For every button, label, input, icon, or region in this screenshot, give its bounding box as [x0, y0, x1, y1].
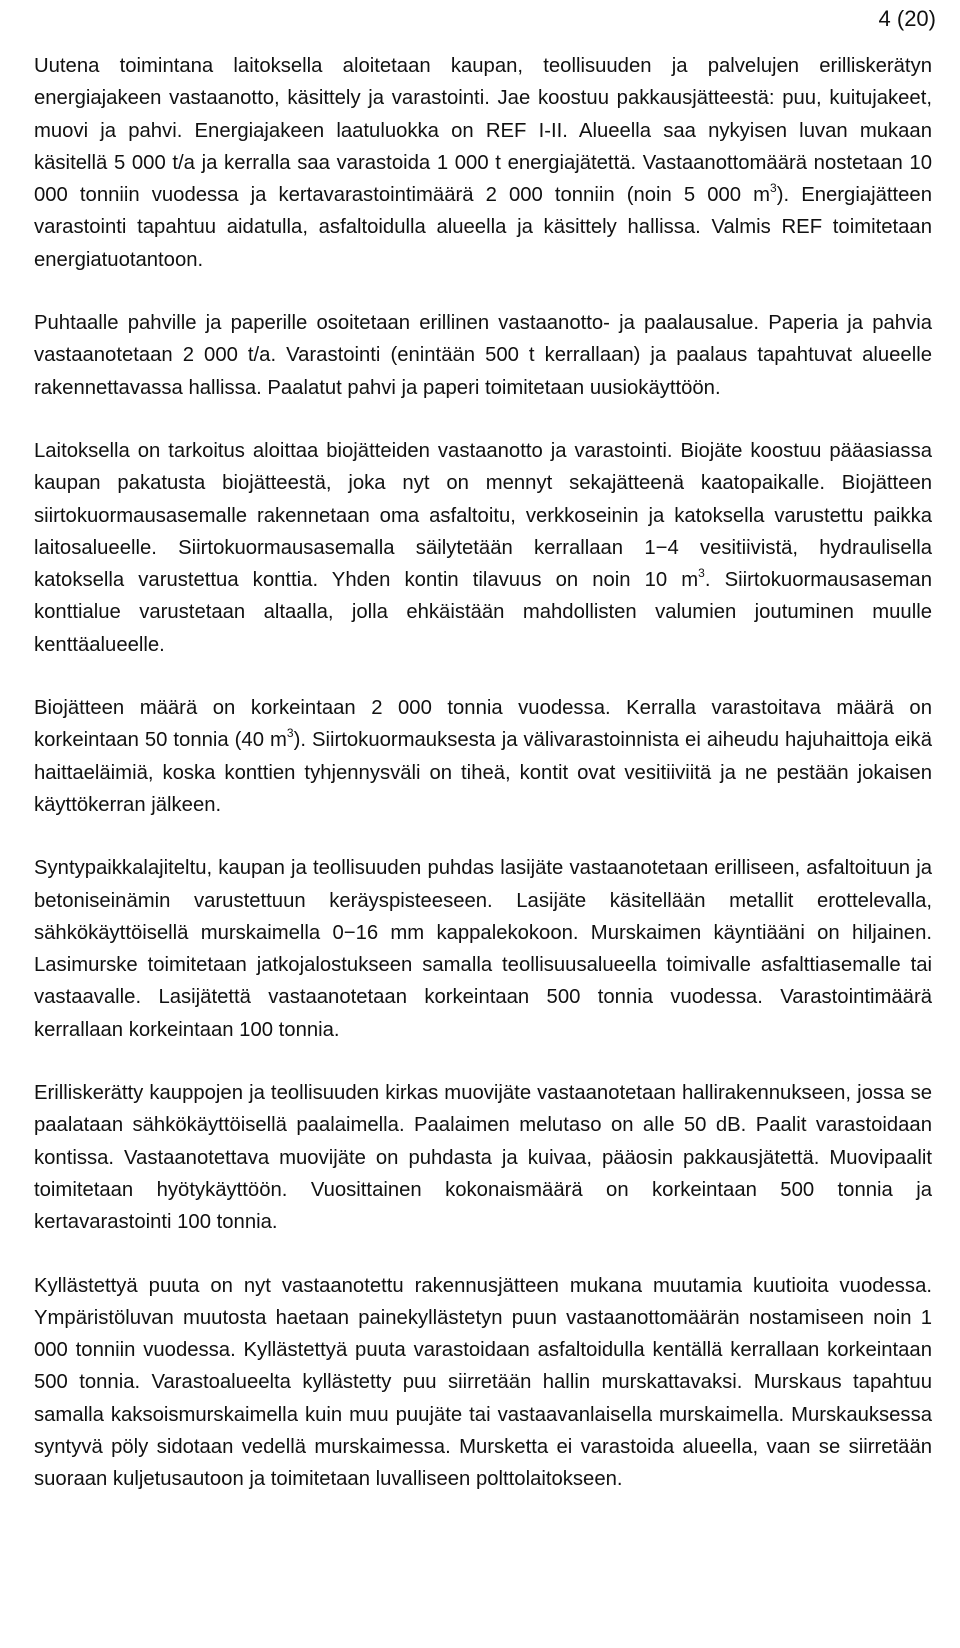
text-segment: Laitoksella on tarkoitus aloittaa biojätteiden vastaanotto ja varastointi. Biojäte koostuu pääasiassa kaupan pakatusta biojätteestä, joka nyt on mennyt sekajätteenä kaatopaikalle. Biojätteen siirtokuormausasemalle rakennetaan oma asfaltoitu, verkkoseinin ja katoksella varustettu paikka laitosalueelle. Siirtokuormausasemalla säilytetään kerrallaan 1−4 vesitiivistä, hydraulisella katoksella varustettua konttia. Yhden kontin tilavuus on noin 10 m [34, 439, 932, 592]
superscript: 3 [770, 181, 777, 196]
paragraph-biowaste-amount [34, 692, 932, 821]
paragraph-energy-fraction [34, 50, 932, 276]
text-segment: Puhtaalle pahville ja paperille osoitetaan erillinen vastaanotto- ja paalausalue. Paperia ja pahvia vastaanotetaan 2 000 t/a. Varastointi (enintään 500 t kerrallaan) ja paalaus tapahtuvat alueelle rakennettavassa hallissa. Paalatut pahvi ja paperi toimitetaan uusiokäyttöön. [34, 312, 932, 399]
text-segment: ). Energiajätteen varastointi tapahtuu aidatulla, asfaltoidulla alueella ja käsittely hallissa. Valmis REF toimitetaan energiatuotantoon. [34, 184, 932, 271]
paragraph-cardboard-paper [34, 307, 932, 404]
page-number: 4 (20) [878, 6, 936, 31]
paragraph-treated-wood [34, 1270, 932, 1496]
text-segment: Kyllästettyä puuta on nyt vastaanotettu rakennusjätteen mukana muutamia kuutioita vuodessa. Ympäristöluvan muutosta haetaan painekyllästetyn puun vastaanottomäärän nostamiseen noin 1 000 tonniin vuodessa. Kyllästettyä puuta varastoidaan asfaltoidulla kentällä kerrallaan korkeintaan 500 tonnia. Varastoalueelta kyllästetty puu siirretään hallin murskattavaksi. Murskaus tapahtuu samalla kaksoismurskaimella kuin muu puujäte tai vastaavanlaisella murskaimella. Murskauksessa syntyvä pöly sidotaan vedellä murskaimessa. Mursketta ei varastoida alueella, vaan se siirretään suoraan kuljetusautoon ja toimitetaan luvalliseen polttolaitokseen. [34, 1274, 932, 1491]
paragraph-plastic-waste [34, 1077, 932, 1238]
text-segment: Biojätteen määrä on korkeintaan 2 000 tonnia vuodessa. Kerralla varastoitava määrä on korkeintaan 50 tonnia (40 m [34, 697, 932, 752]
text-segment: . Siirtokuormausaseman konttialue varustetaan altaalla, jolla ehkäistään mahdollisten valumien joutuminen muulle kenttäalueelle. [34, 569, 932, 656]
document-body [34, 50, 932, 1496]
paragraph-glass-waste [34, 852, 932, 1046]
superscript: 3 [698, 566, 705, 581]
text-segment: Syntypaikkalajiteltu, kaupan ja teollisuuden puhdas lasijäte vastaanotetaan erilliseen, asfaltoituun ja betoniseinämin varustettuun keräyspisteeseen. Lasijäte käsitellään metallit erottelevalla, sähkökäyttöisellä murskaimella 0−16 mm kappalekokoon. Murskaimen käyntiääni on hiljainen. Lasimurske toimitetaan jatkojalostukseen samalla teollisuusalueella toimivalle asfalttiasemalle tai vastaavalle. Lasijätettä vastaanotetaan korkeintaan 500 tonnia vuodessa. Varastointimäärä kerrallaan korkeintaan 100 tonnia. [34, 857, 932, 1041]
superscript: 3 [286, 726, 294, 741]
text-segment: Erilliskerätty kauppojen ja teollisuuden kirkas muovijäte vastaanotetaan hallirakennukseen, jossa se paalataan sähkökäyttöisellä paalaimella. Paalaimen melutaso on alle 50 dB. Paalit varastoidaan kontissa. Vastaanotettava muovijäte on puhdasta ja kuivaa, pääosin pakkausjätettä. Muovipaalit toimitetaan hyötykäyttöön. Vuosittainen kokonaismäärä on korkeintaan 500 tonnia ja kertavarastointi 100 tonnia. [34, 1082, 932, 1234]
text-segment: ). Siirtokuormauksesta ja välivarastoinnista ei aiheudu hajuhaittoja eikä haittaeläimiä, koska konttien tyhjennysväli on tiheä, kontit ovat vesitiiviitä ja ne pestään jokaisen käyttökerran jälkeen. [34, 729, 932, 816]
text-segment: Uutena toimintana laitoksella aloitetaan kaupan, teollisuuden ja palvelujen erilliskerätyn energiajakeen vastaanotto, käsittely ja varastointi. Jae koostuu pakkausjätteestä: puu, kuitujakeet, muovi ja pahvi. Energiajakeen laatuluokka on REF I-II. Alueella saa nykyisen luvan mukaan käsitellä 5 000 t/a ja kerralla saa varastoida 1 000 t energiajätettä. Vastaanottomäärä nostetaan 10 000 tonniin vuodessa ja kertavarastointimäärä 2 000 tonniin (noin 5 000 m [34, 55, 932, 207]
paragraph-biowaste [34, 435, 932, 661]
